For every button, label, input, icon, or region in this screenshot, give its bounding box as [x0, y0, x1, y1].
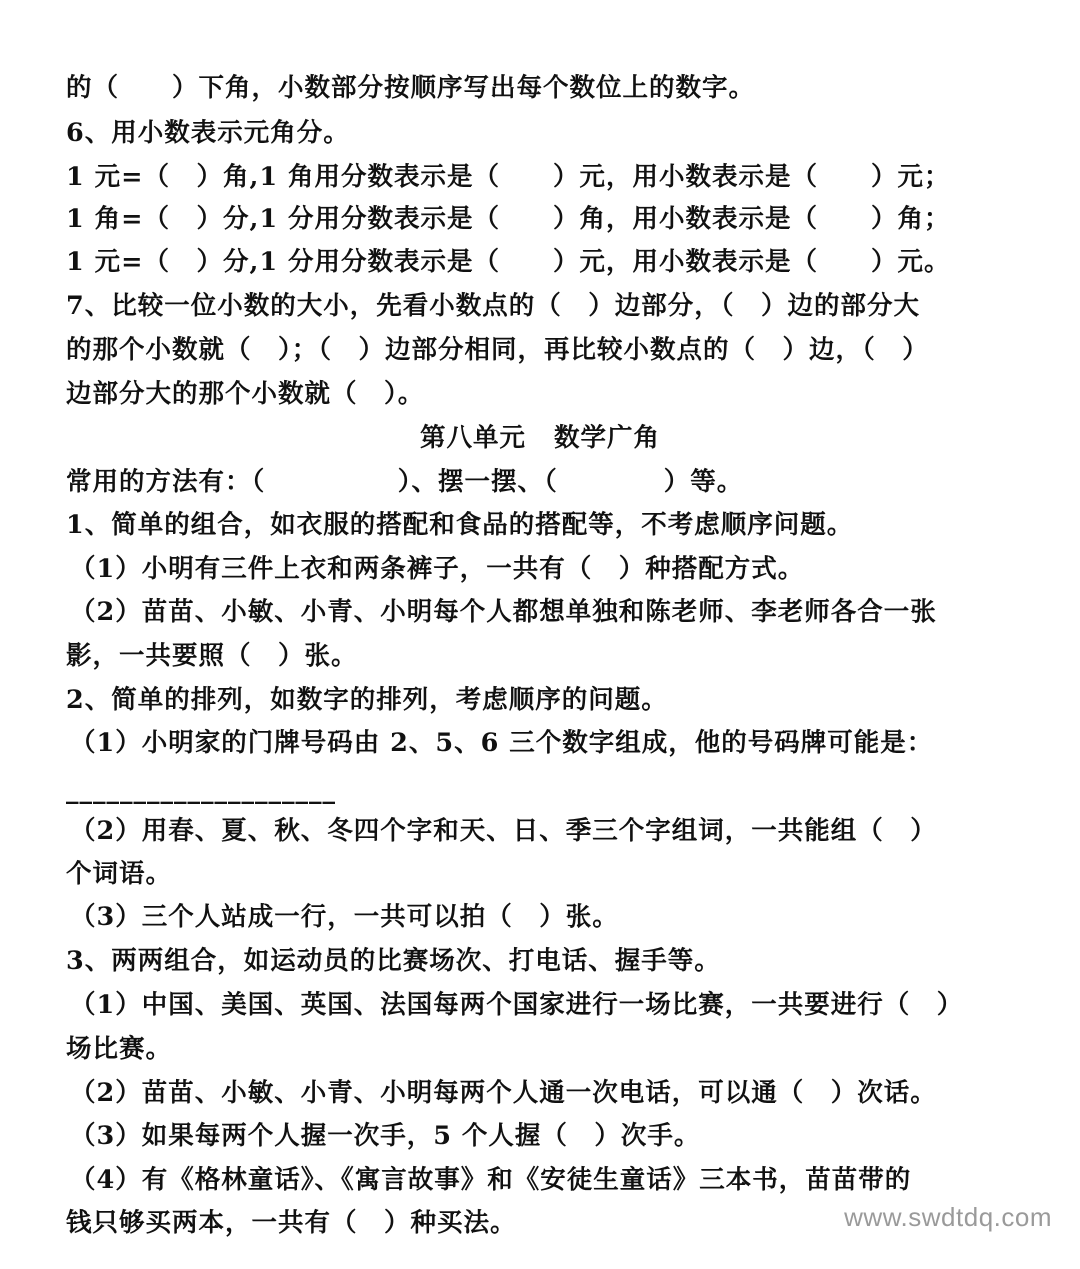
- answer-blank-line: ____________________: [66, 775, 336, 804]
- text-line: 6、用小数表示元角分。: [66, 118, 350, 148]
- question-line: （3）如果每两个人握一次手，5 个人握（ ）次手。: [70, 1121, 701, 1151]
- question-line: （1）中国、美国、英国、法国每两个国家进行一场比赛，一共要进行（ ）: [70, 990, 964, 1020]
- text-line: 边部分大的那个小数就（ ）。: [66, 379, 425, 409]
- text-line: 的那个小数就（ ）；（ ）边部分相同，再比较小数点的（ ）边，（ ）: [66, 335, 929, 365]
- section-title-topic: 数学广角: [554, 423, 661, 453]
- text-line: 1 角=（ ）分,1 分用分数表示是（ ）角，用小数表示是（ ）角；: [66, 204, 951, 234]
- text-line: 的（ ）下角，小数部分按顺序写出每个数位上的数字。: [66, 73, 756, 103]
- text-line: 常用的方法有：（ ）、摆一摆、（ ）等。: [66, 467, 744, 497]
- question-line: （1）小明家的门牌号码由 2、5、6 三个数字组成，他的号码牌可能是：: [70, 728, 934, 758]
- text-line: 钱只够买两本，一共有（ ）种买法。: [66, 1208, 517, 1238]
- question-line: （4）有《格林童话》、《寓言故事》和《安徒生童话》三本书，苗苗带的: [70, 1165, 912, 1195]
- text-line: 1 元=（ ）分,1 分用分数表示是（ ）元，用小数表示是（ ）元。: [66, 247, 951, 277]
- question-line: （2）苗苗、小敏、小青、小明每两个人通一次电话，可以通（ ）次话。: [70, 1078, 937, 1108]
- text-line: 个词语。: [66, 859, 173, 889]
- text-line: 1 元=（ ）角,1 角用分数表示是（ ）元，用小数表示是（ ）元；: [66, 162, 951, 192]
- text-line: 影，一共要照（ ）张。: [66, 641, 358, 671]
- text-line: 1、简单的组合，如衣服的搭配和食品的搭配等，不考虑顺序问题。: [66, 510, 854, 540]
- section-title-unit: 第八单元: [419, 423, 526, 453]
- text-line: 2、简单的排列，如数字的排列，考虑顺序的问题。: [66, 685, 668, 715]
- question-line: （1）小明有三件上衣和两条裤子，一共有（ ）种搭配方式。: [70, 554, 805, 584]
- question-line: （2）苗苗、小敏、小青、小明每个人都想单独和陈老师、李老师各合一张: [70, 597, 937, 627]
- text-line: 3、两两组合，如运动员的比赛场次、打电话、握手等。: [66, 946, 721, 976]
- text-line: 7、比较一位小数的大小，先看小数点的（ ）边部分，（ ）边的部分大: [66, 291, 920, 321]
- question-line: （2）用春、夏、秋、冬四个字和天、日、季三个字组词，一共能组（ ）: [70, 816, 937, 846]
- watermark: www.swdtdq.com: [844, 1202, 1052, 1232]
- text-line: 场比赛。: [66, 1034, 173, 1064]
- question-line: （3）三个人站成一行，一共可以拍（ ）张。: [70, 902, 619, 932]
- section-title: [0, 418, 1080, 458]
